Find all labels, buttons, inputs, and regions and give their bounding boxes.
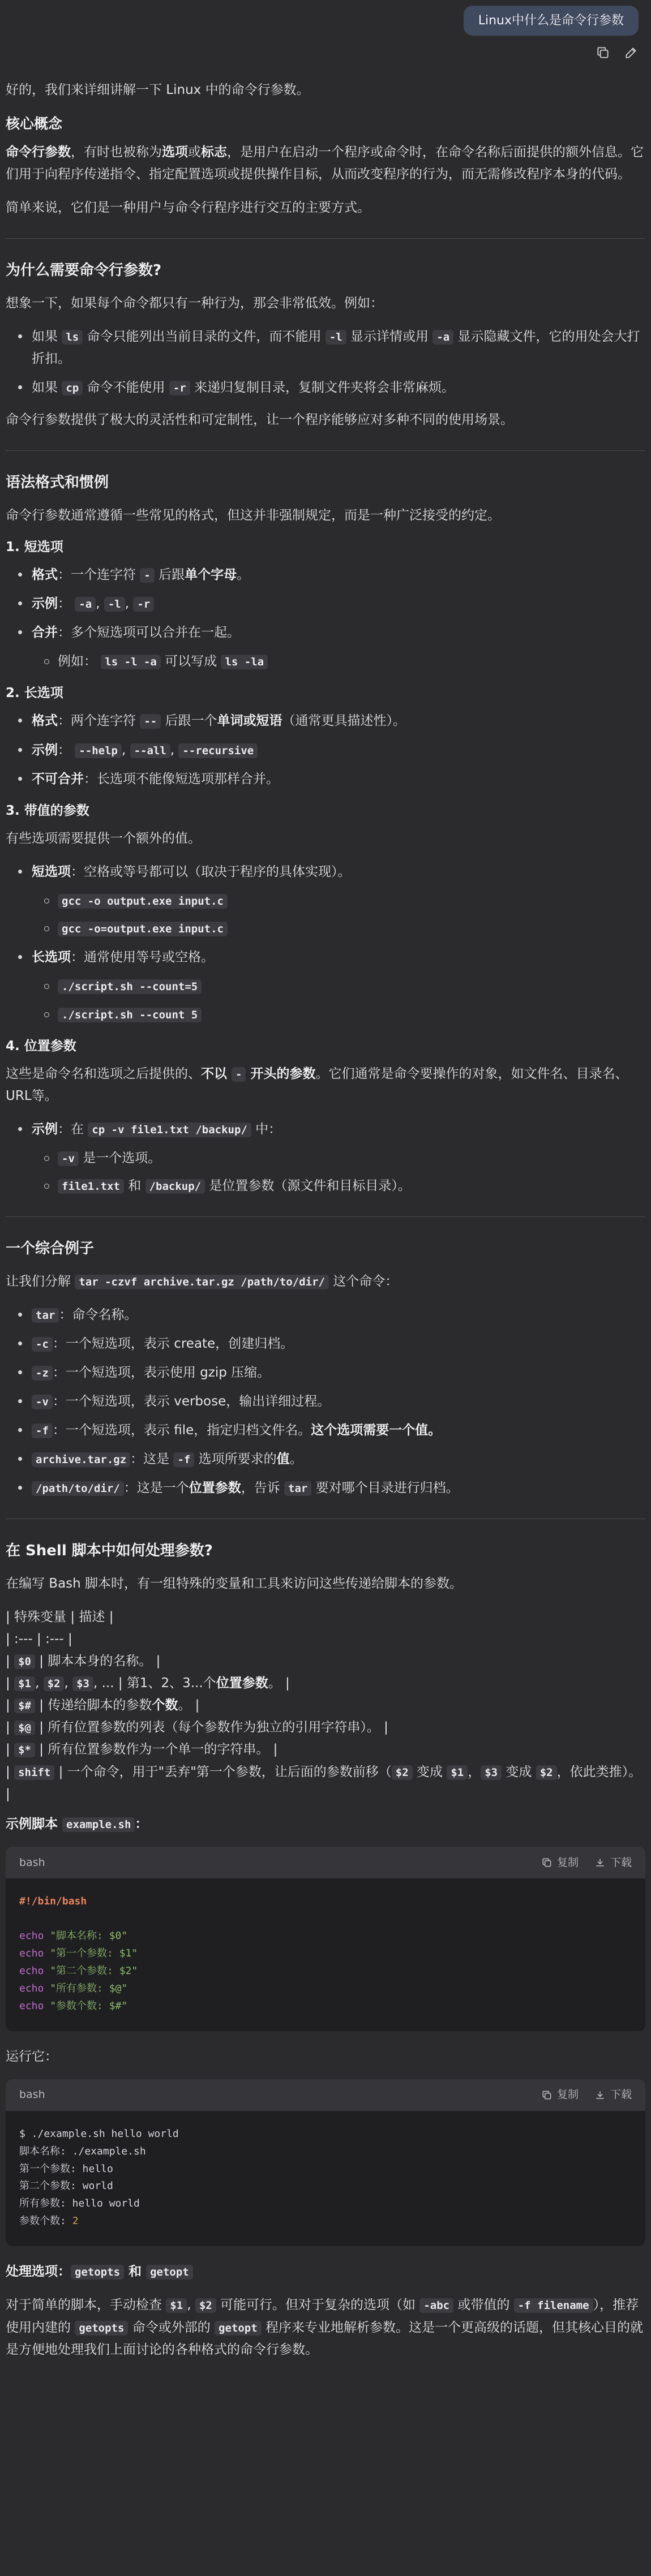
inline-code: - (140, 568, 154, 583)
divider (6, 238, 645, 239)
short-options-list (6, 564, 645, 673)
inline-code: -r (169, 381, 190, 395)
copy-icon (541, 1857, 553, 1868)
list-item: 长选项：通常使用等号或空格。 ./script.sh --count=5 ./script.sh --count 5 (6, 947, 645, 1025)
sub-list-item: -v 是一个选项。 (32, 1147, 645, 1169)
sub-list-item (32, 890, 645, 912)
code-line: 所有参数: hello world (19, 2197, 140, 2210)
inline-code: getopt (215, 2321, 262, 2336)
sub-list-item (32, 1004, 645, 1026)
inline-code: getopts (75, 2321, 128, 2336)
code-language: bash (19, 2088, 45, 2101)
inline-code: $2 (44, 1676, 65, 1691)
positional-list (6, 1119, 645, 1197)
bold-text: 选项 (162, 145, 188, 160)
inline-code: shift (14, 1765, 54, 1780)
divider (6, 450, 645, 451)
inline-code: $1 (14, 1676, 35, 1691)
inline-code: $* (14, 1743, 35, 1757)
inline-code: $3 (481, 1765, 502, 1780)
core-title: 核心概念 (6, 115, 63, 132)
code-line: #!/bin/bash (19, 1895, 87, 1907)
inline-code: -f filename (514, 2298, 593, 2313)
list-item: 合并：多个短选项可以合并在一起。 例如： ls -l -a 可以写成 ls -la (6, 622, 645, 673)
inline-code: -v (32, 1395, 53, 1409)
copy-label: 复制 (556, 1856, 579, 1869)
inline-code: -l (104, 597, 125, 612)
download-label: 下载 (610, 1856, 632, 1869)
inline-code: $1 (166, 2298, 187, 2313)
code-line: echo "第二个参数: $2" (19, 1964, 138, 1977)
why-title: 为什么需要命令行参数? (6, 262, 162, 279)
download-icon (594, 1857, 606, 1868)
valued-options-title: 3. 带值的参数 (6, 803, 89, 818)
inline-code: $# (14, 1698, 35, 1713)
code-block-body (6, 2111, 645, 2247)
bold-text: 标志 (201, 145, 227, 160)
long-options-list (6, 710, 645, 790)
list-item: 如果 cp 命令不能使用 -r 来递归复制目录，复制文件夹将会非常麻烦。 (6, 377, 645, 399)
list-item: tar ：命令名称。 (6, 1304, 645, 1326)
list-item: 如果 ls 命令只能列出当前目录的文件，而不能用 -l 显示详情或用 -a 显示隐藏文件，它的用处会大打折扣。 (6, 326, 645, 370)
inline-code: /backup/ (145, 1179, 205, 1194)
edit-icon[interactable] (624, 45, 639, 60)
inline-code: file1.txt (58, 1179, 124, 1194)
text: ，有时也被称为 (71, 145, 162, 160)
list-item: 格式：两个连字符 -- 后跟一个单词或短语（通常更具描述性）。 (6, 710, 645, 732)
text: 或 (188, 145, 201, 160)
inline-code: tar (284, 1481, 311, 1496)
download-code-button[interactable] (594, 1853, 632, 1872)
code-line: echo "第一个参数: $1" (19, 1947, 138, 1959)
download-code-button[interactable] (594, 2085, 632, 2104)
example-lead: 让我们分解 tar -czvf archive.tar.gz /path/to/dir/ 这个命令： (6, 1274, 399, 1289)
inline-code: -f (173, 1452, 194, 1467)
list-item: 示例： --help , --all , --recursive (6, 739, 645, 762)
inline-code: /path/to/dir/ (32, 1481, 124, 1496)
inline-code: -a (75, 597, 96, 612)
divider (6, 1216, 645, 1217)
list-item: 示例：在 cp -v file1.txt /backup/ 中： -v 是一个选项。 file1.txt 和 /backup/ 是位置参数（源文件和目标目录）。 (6, 1119, 645, 1197)
sub-list-item (32, 975, 645, 997)
options-heading: 处理选项： getopts 和 getopt (6, 2261, 645, 2283)
inline-code: -abc (419, 2298, 453, 2313)
inline-code: gcc -o=output.exe input.c (58, 922, 228, 936)
example-list (6, 1304, 645, 1500)
list-item: /path/to/dir/ ：这是一个位置参数，告诉 tar 要对哪个目录进行归档。 (6, 1477, 645, 1499)
code-block-header (6, 2079, 645, 2111)
bold-text: 命令行参数 (6, 145, 71, 160)
download-label: 下载 (610, 2088, 632, 2101)
user-message-bubble: Linux中什么是命令行参数 (464, 6, 639, 36)
code-language: bash (19, 1856, 45, 1869)
list-item: 短选项：空格或等号都可以（取决于程序的具体实现）。 gcc -o output.exe input.c gcc -o=output.exe input.c (6, 861, 645, 940)
sub-list-item (32, 918, 645, 940)
inline-code: archive.tar.gz (32, 1452, 130, 1467)
why-lead: 想象一下，如果每个命令都只有一种行为，那会非常低效。例如： (6, 295, 383, 311)
inline-code: ls (62, 330, 83, 345)
code-line: echo "脚本名称: $0" (19, 1929, 128, 1942)
positional-paragraph: 这些是命令名和选项之后提供的、不以 - 开头的参数。它们通常是命令要操作的对象，如文件名、目录名、URL等。 (6, 1066, 628, 1103)
code-line: echo "参数个数: $#" (19, 1999, 128, 2012)
inline-code: ls -l -a (101, 655, 161, 669)
syntax-title: 语法格式和惯例 (6, 474, 109, 492)
inline-code: -f (32, 1424, 53, 1438)
inline-code: --help (75, 743, 122, 758)
list-item: -v ：一个短选项，表示 verbose，输出详细过程。 (6, 1391, 645, 1413)
final-paragraph: 对于简单的脚本，手动检查 $1 , $2 可能可行。但对于复杂的选项（如 -abc 或带值的 -f filename ），推荐使用内建的 getopts 命令或外部的 getopt 程序来专业地解析参数。这是一个更高级的话题，但其核心目的就是方便地处理我们上面讨论的各种格式的命令行参数。 (6, 2298, 643, 2357)
inline-code: --all (130, 743, 170, 758)
inline-code: -v (58, 1151, 79, 1166)
inline-code: -l (326, 330, 346, 345)
code-line: 脚本名称: ./example.sh (19, 2145, 146, 2157)
inline-code: cp -v file1.txt /backup/ (88, 1123, 251, 1137)
inline-code: tar -czvf archive.tar.gz /path/to/dir/ (75, 1275, 329, 1289)
inline-code: $1 (447, 1765, 468, 1780)
inline-code: -z (32, 1366, 53, 1381)
positional-title: 4. 位置参数 (6, 1038, 76, 1053)
copy-label: 复制 (556, 2088, 579, 2101)
inline-code: gcc -o output.exe input.c (58, 894, 228, 909)
sub-list (32, 890, 645, 940)
inline-code: tar (32, 1308, 59, 1323)
code-line: 参数个数: 2 (19, 2215, 79, 2227)
text: ，是用户在启动一个程序或命令时，在命令名称后面提供的额外信息。它们用于向程序传递指令、指定配置选项或提供操作目标，从而改变程序的行为，而无需修改程序本身的代码。 (6, 145, 644, 182)
code-block-header (6, 1847, 645, 1878)
inline-code: -- (140, 714, 161, 729)
core-paragraph-2: 简单来说，它们是一种用户与命令行程序进行交互的主要方式。 (6, 200, 370, 216)
inline-code: $2 (536, 1765, 557, 1780)
inline-code: $2 (392, 1765, 413, 1780)
table-markdown: | 特殊变量 | 描述 | | :--- | :--- | | $0 | 脚本本身的名称。 | | $1 , $2 , $3 , ... | 第1、2、3...个位置参数。 | | $# | 传递给脚本的参数个数。 | | $@ | 所有位置参数的列表（每个参数作为独立的引用字符串）。 | | $* | 所有位置参数作为一个单一的字符串。 | | shift | 一个命令，用于"丢弃"第一个参数，让后面的参数前移（ $2 变成 $1 ， $3 变成 $2 ，依此类推）。 | (6, 1609, 642, 1801)
shell-lead: 在编写 Bash 脚本时，有一组特殊的变量和工具来访问这些传递给脚本的参数。 (6, 1576, 463, 1591)
shell-title: 在 Shell 脚本中如何处理参数? (6, 1542, 213, 1560)
sub-list-item: file1.txt 和 /backup/ 是位置参数（源文件和目标目录）。 (32, 1175, 645, 1197)
inline-code: $2 (195, 2298, 216, 2313)
inline-code: ./script.sh --count=5 (58, 979, 202, 994)
example-title: 一个综合例子 (6, 1240, 95, 1258)
inline-code: - (232, 1067, 246, 1082)
inline-code: cp (62, 381, 83, 395)
copy-code-button[interactable] (541, 2085, 579, 2104)
code-line: $ ./example.sh hello world (19, 2127, 179, 2140)
sub-list (32, 1147, 645, 1197)
intro-text: 好的，我们来详细讲解一下 Linux 中的命令行参数。 (6, 83, 310, 97)
inline-code: -c (32, 1337, 53, 1352)
sub-list (32, 975, 645, 1025)
sub-list (32, 651, 645, 673)
run-label: 运行它： (6, 2049, 58, 2064)
code-block-body (6, 1878, 645, 2031)
list-item: 格式：一个连字符 - 后跟单个字母。 (6, 564, 645, 586)
user-message-row (464, 6, 639, 36)
why-outro: 命令行参数提供了极大的灵活性和可定制性，让一个程序能够应对多种不同的使用场景。 (6, 412, 513, 428)
inline-code: $0 (14, 1654, 35, 1669)
code-line: 第一个参数: hello (19, 2162, 113, 2175)
message-actions (596, 45, 639, 60)
inline-code: ls -la (221, 655, 268, 669)
code-block-output (6, 2079, 645, 2247)
inline-code: example.sh (62, 1817, 135, 1832)
list-item: -c ：一个短选项，表示 create，创建归档。 (6, 1333, 645, 1355)
inline-code: getopts (71, 2265, 124, 2280)
assistant-answer (6, 79, 645, 2372)
inline-code: getopt (146, 2265, 193, 2280)
syntax-lead: 命令行参数通常遵循一些常见的格式，但这并非强制规定，而是一种广泛接受的约定。 (6, 508, 500, 523)
list-item: 示例： -a , -l , -r (6, 593, 645, 615)
inline-code: $@ (14, 1721, 35, 1735)
code-line: 第二个参数: world (19, 2180, 113, 2192)
copy-icon (541, 2089, 553, 2101)
script-label: 示例脚本 example.sh ： (6, 1816, 148, 1831)
copy-icon[interactable] (596, 45, 610, 60)
copy-code-button[interactable] (541, 1853, 579, 1872)
inline-code: ./script.sh --count 5 (58, 1008, 202, 1022)
list-item: -f ：一个短选项，表示 file，指定归档文件名。这个选项需要一个值。 (6, 1420, 645, 1442)
valued-options-list (6, 861, 645, 1026)
long-options-title: 2. 长选项 (6, 686, 63, 701)
why-list (6, 326, 645, 399)
inline-code: -r (133, 597, 154, 612)
code-block-script (6, 1847, 645, 2031)
list-item: 不可合并：长选项不能像短选项那样合并。 (6, 768, 645, 790)
code-line: echo "所有参数: $@" (19, 1982, 128, 1994)
download-icon (594, 2089, 606, 2101)
short-options-title: 1. 短选项 (6, 539, 63, 554)
sub-list-item: 例如： ls -l -a 可以写成 ls -la (32, 651, 645, 673)
inline-code: $3 (72, 1676, 93, 1691)
valued-lead: 有些选项需要提供一个额外的值。 (6, 831, 201, 846)
inline-code: --recursive (178, 743, 258, 758)
inline-code: -a (432, 330, 453, 345)
list-item: -z ：一个短选项，表示使用 gzip 压缩。 (6, 1362, 645, 1384)
core-paragraph-1 (6, 141, 645, 186)
list-item: archive.tar.gz ：这是 -f 选项所要求的值。 (6, 1448, 645, 1470)
